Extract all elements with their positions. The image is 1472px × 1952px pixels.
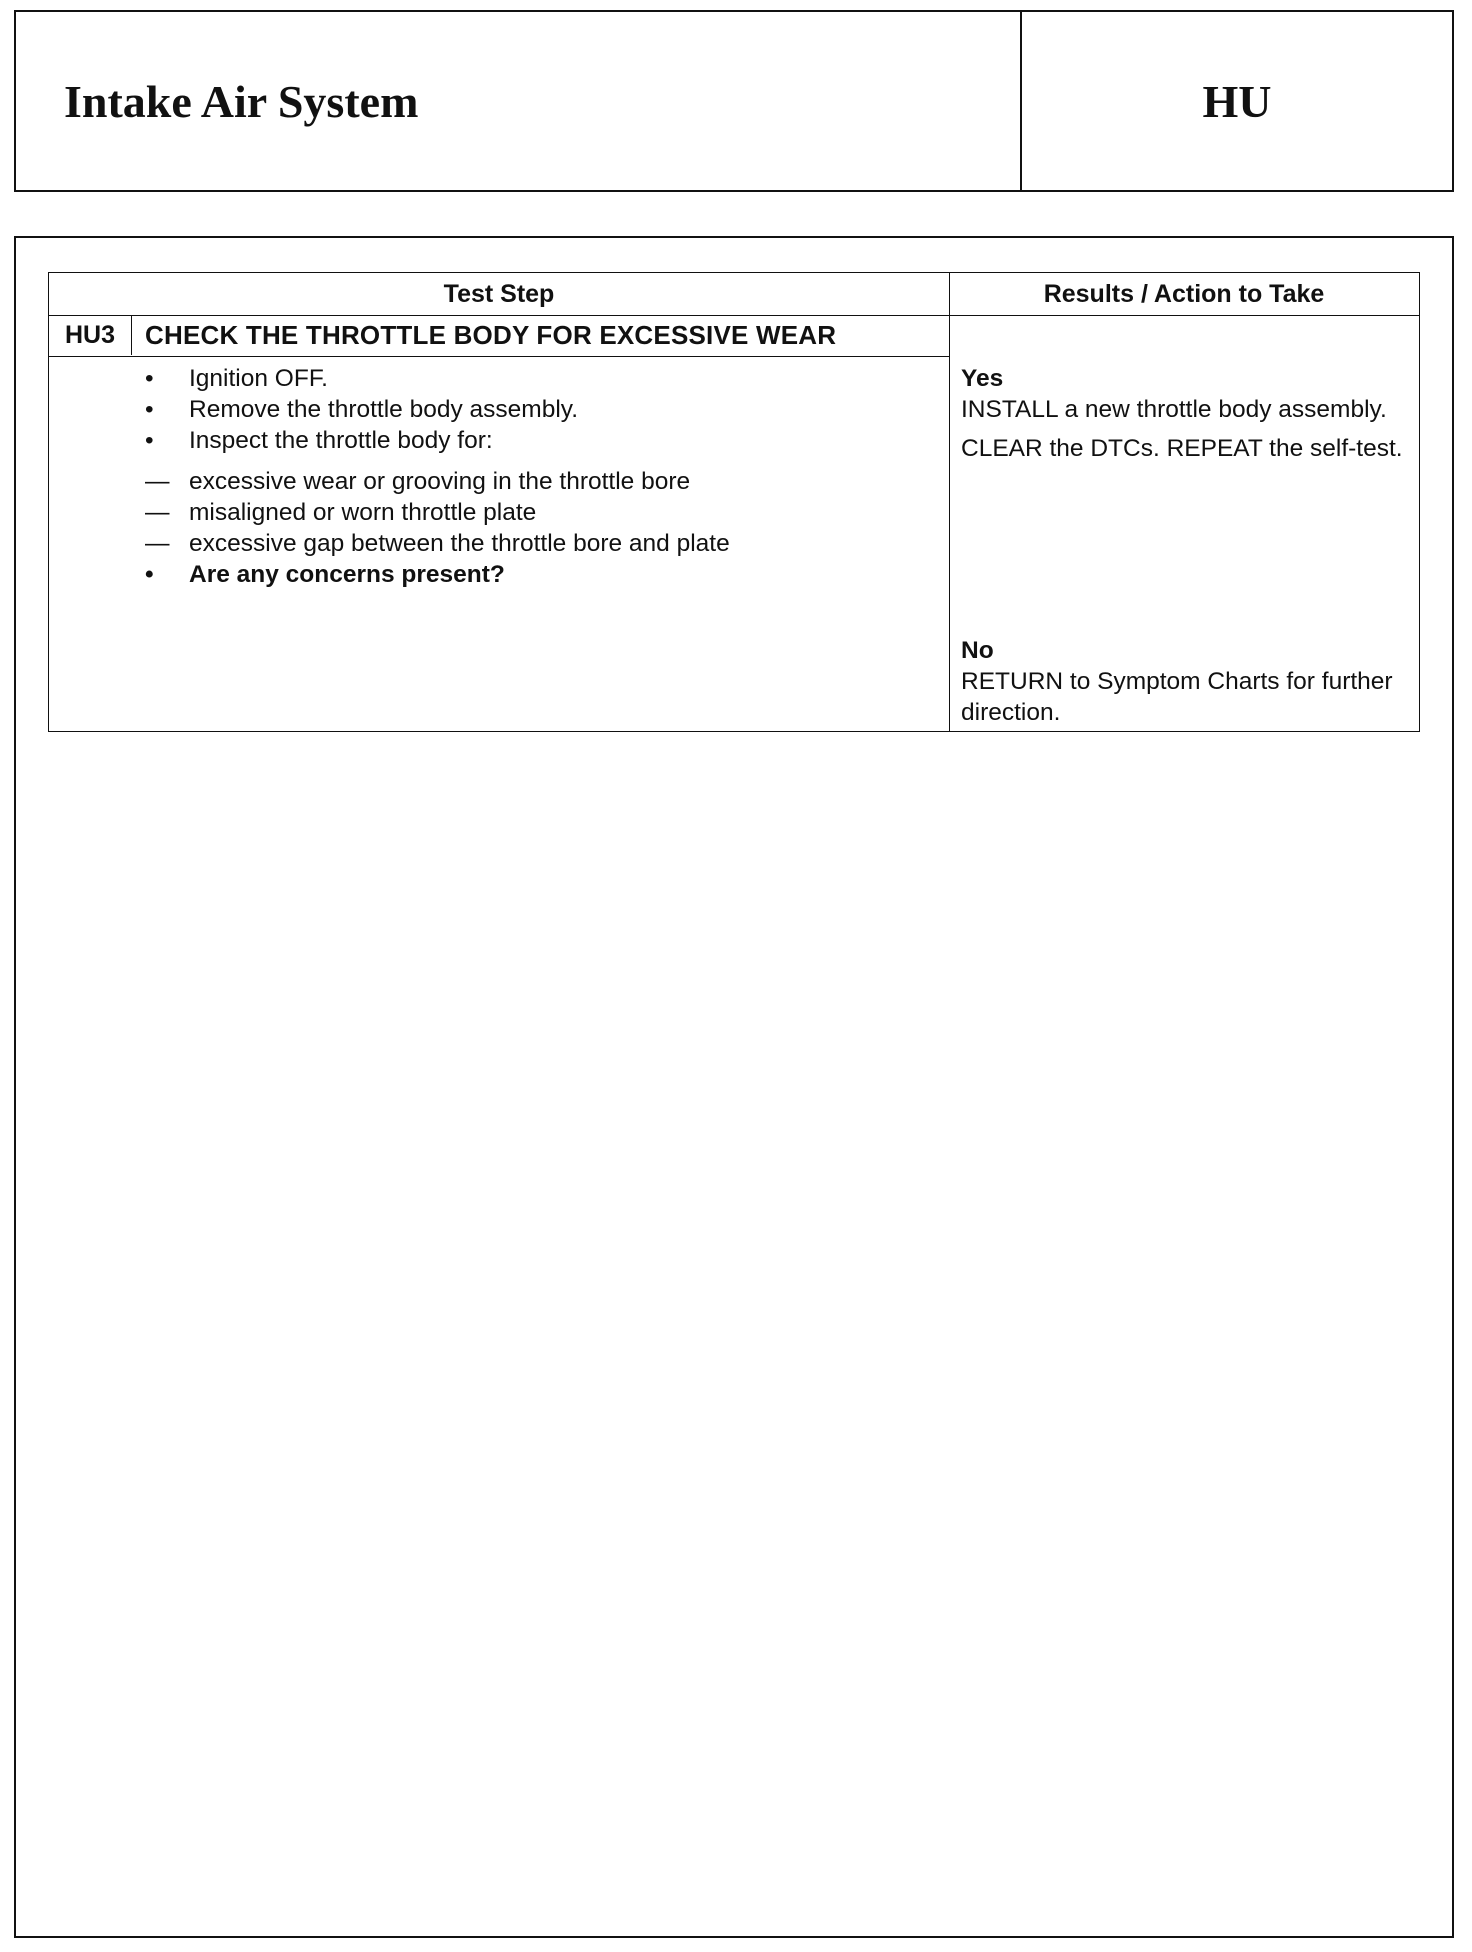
result-no-label: No (961, 637, 994, 664)
section-title: Intake Air System (16, 12, 1022, 190)
inspection-item: — excessive gap between the throttle bore and plate (145, 528, 935, 559)
result-yes-action: INSTALL a new throttle body assembly. (961, 396, 1387, 423)
result-no (961, 635, 1411, 728)
table-header-row (49, 273, 1419, 316)
content-frame (14, 236, 1454, 1938)
instruction-item: • Inspect the throttle body for: (145, 425, 935, 456)
instruction-item: • Ignition OFF. (145, 363, 935, 394)
page-header (14, 10, 1454, 192)
inspection-item: — misaligned or worn throttle plate (145, 497, 935, 528)
inspection-item: — excessive wear or grooving in the throttle bore (145, 466, 935, 497)
test-step-table (48, 272, 1420, 732)
step-title-row (49, 315, 949, 357)
result-yes-label: Yes (961, 365, 1004, 392)
section-code: HU (1202, 75, 1272, 127)
step-question: • Are any concerns present? (145, 559, 935, 590)
result-yes (961, 363, 1411, 464)
test-step-instructions (145, 363, 935, 590)
column-divider (949, 273, 950, 731)
step-title: CHECK THE THROTTLE BODY FOR EXCESSIVE WEAR (145, 319, 837, 350)
instruction-item: • Remove the throttle body assembly. (145, 394, 935, 425)
column-header-test-step: Test Step (443, 279, 555, 308)
inspection-list (145, 466, 935, 559)
result-yes-action: CLEAR the DTCs. REPEAT the self-test. (961, 435, 1403, 462)
column-header-results: Results / Action to Take (1043, 279, 1325, 308)
step-id: HU3 (49, 315, 132, 355)
result-no-action: RETURN to Symptom Charts for further direction. (961, 668, 1393, 726)
